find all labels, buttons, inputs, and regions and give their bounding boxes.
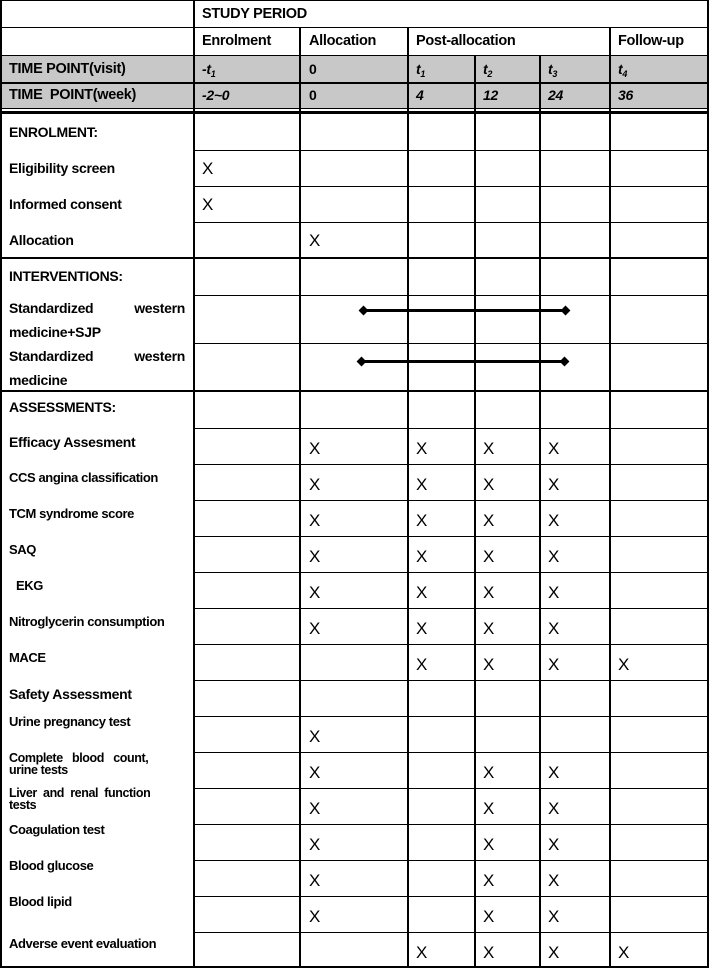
section-title-enrolment: ENROLMENT: — [9, 124, 98, 140]
mark-x: X — [548, 871, 560, 890]
duration-line — [362, 360, 564, 363]
divider-week-row — [0, 82, 709, 84]
phase-enrolment: Enrolment — [202, 33, 272, 49]
mark-x: X — [618, 655, 630, 674]
mark-x: X — [483, 763, 495, 782]
mark-x: X — [483, 547, 495, 566]
visit-enrolment: $-t_1$ — [202, 61, 216, 79]
border-top — [0, 0, 709, 1]
mark-x: X — [483, 511, 495, 530]
row-label-ccs-angina: CCS angina classification — [9, 470, 158, 485]
col-divider-t1-t2 — [474, 55, 476, 968]
row-label-blood-lipid: Blood lipid — [9, 894, 72, 909]
time-point-week-label: TIME POINT(week) — [9, 87, 137, 103]
week-t3: 24 — [548, 87, 563, 103]
diamond-end-icon — [561, 306, 571, 316]
visit-t2: $t_2$ — [483, 61, 493, 79]
week-t2: 12 — [483, 87, 498, 103]
mark-x: X — [483, 439, 495, 458]
diamond-end-icon — [560, 357, 570, 367]
row-label-urine-pregnancy: Urine pregnancy test — [9, 714, 131, 729]
mark-x: X — [309, 475, 321, 494]
week-t4: 36 — [618, 87, 633, 103]
mark-x: X — [309, 619, 321, 638]
col-divider-t2-t3 — [539, 55, 541, 968]
week-enrolment: -2~0 — [202, 87, 230, 103]
mark-x: X — [548, 475, 560, 494]
section-divider-enrolment-interventions — [0, 257, 709, 259]
row-divider — [194, 150, 709, 151]
section-title-assessments: ASSESSMENTS: — [9, 399, 116, 415]
mark-x: X — [548, 907, 560, 926]
row-label-safety-assessment: Safety Assessment — [9, 686, 132, 702]
phase-allocation: Allocation — [309, 33, 377, 49]
label-line1: Complete blood count, — [9, 751, 149, 765]
mark-x: X — [618, 943, 630, 962]
divider-visit-row — [0, 55, 709, 56]
row-divider — [194, 343, 709, 344]
mark-x: X — [309, 439, 321, 458]
label-line2: medicine — [9, 372, 68, 388]
mark-x: X — [416, 583, 428, 602]
row-label-eligibility-screen: Eligibility screen — [9, 160, 115, 176]
mark-x: X — [309, 835, 321, 854]
label-line1: Liver and renal function — [9, 786, 151, 800]
row-divider — [194, 464, 709, 465]
phase-follow-up: Follow-up — [618, 33, 684, 49]
row-label-nitroglycerin: Nitroglycerin consumption — [9, 614, 165, 629]
mark-x: X — [309, 511, 321, 530]
mark-x: X — [416, 439, 428, 458]
label-line2: urine tests — [9, 763, 68, 777]
mark-x: X — [416, 655, 428, 674]
diamond-start-icon — [359, 306, 369, 316]
label-line2: medicine+SJP — [9, 324, 101, 340]
row-divider — [194, 752, 709, 753]
mark-x: X — [483, 835, 495, 854]
mark-x: X — [483, 907, 495, 926]
mark-x: X — [309, 871, 321, 890]
row-label-saq: SAQ — [9, 542, 36, 557]
mark-x: X — [483, 475, 495, 494]
mark-x: X — [483, 655, 495, 674]
row-divider — [194, 572, 709, 573]
mark-x: X — [548, 439, 560, 458]
visit-t1: $t_1$ — [416, 61, 426, 79]
row-divider — [194, 716, 709, 717]
row-label-adverse-event: Adverse event evaluation — [9, 936, 157, 951]
divider-header-end-thick — [0, 111, 709, 114]
study-period-heading: STUDY PERIOD — [202, 6, 307, 22]
week-allocation: 0 — [309, 87, 317, 103]
mark-x: X — [548, 511, 560, 530]
label-line2: tests — [9, 798, 37, 812]
visit-t3: $t_3$ — [548, 61, 558, 79]
mark-x: X — [548, 619, 560, 638]
col-divider-post-followup — [609, 27, 611, 968]
mark-x: X — [483, 799, 495, 818]
mark-x: X — [548, 943, 560, 962]
mark-x: X — [548, 547, 560, 566]
mark-x: X — [416, 943, 428, 962]
row-divider — [194, 295, 709, 296]
row-label-complete-blood-count — [9, 752, 185, 780]
row-divider — [194, 788, 709, 789]
mark-x: X — [548, 799, 560, 818]
mark-x: X — [548, 835, 560, 854]
row-label-coagulation: Coagulation test — [9, 822, 105, 837]
label-word: western — [134, 348, 185, 364]
row-label-informed-consent: Informed consent — [9, 196, 122, 212]
row-label-ekg: EKG — [16, 578, 43, 593]
intervention-label-sjp — [9, 300, 185, 344]
divider-phase-row — [0, 27, 709, 28]
row-divider — [194, 500, 709, 501]
row-divider — [194, 608, 709, 609]
mark-x: X — [416, 475, 428, 494]
mark-x: X — [548, 655, 560, 674]
row-divider — [194, 536, 709, 537]
row-label-liver-renal — [9, 787, 185, 815]
row-divider — [194, 186, 709, 187]
mark-x: X — [309, 231, 321, 250]
row-divider — [194, 860, 709, 861]
label-word: Standardized — [9, 300, 94, 316]
visit-t4: $t_4$ — [618, 61, 628, 79]
mark-x: X — [416, 619, 428, 638]
mark-x: X — [202, 159, 214, 178]
mark-x: X — [483, 583, 495, 602]
week-t1: 4 — [416, 87, 424, 103]
mark-x: X — [309, 583, 321, 602]
row-label-allocation: Allocation — [9, 232, 74, 248]
mark-x: X — [309, 763, 321, 782]
mark-x: X — [309, 907, 321, 926]
border-left — [0, 0, 2, 968]
row-divider — [194, 932, 709, 933]
row-label-blood-glucose: Blood glucose — [9, 858, 94, 873]
mark-x: X — [416, 511, 428, 530]
label-column-divider — [193, 0, 195, 968]
row-label-mace: MACE — [9, 650, 46, 665]
row-divider — [194, 896, 709, 897]
row-divider — [194, 428, 709, 429]
mark-x: X — [483, 619, 495, 638]
mark-x: X — [202, 195, 214, 214]
col-divider-allocation-post — [407, 27, 409, 968]
divider-header-end-thin — [0, 108, 709, 109]
section-title-interventions: INTERVENTIONS: — [9, 268, 123, 284]
visit-allocation: 0 — [309, 61, 317, 77]
phase-post-allocation: Post-allocation — [416, 33, 516, 49]
intervention-label-western — [9, 348, 185, 392]
mark-x: X — [309, 547, 321, 566]
mark-x: X — [483, 943, 495, 962]
mark-x: X — [483, 871, 495, 890]
col-divider-enrolment-allocation — [299, 27, 301, 968]
row-divider — [194, 680, 709, 681]
row-divider — [194, 222, 709, 223]
label-word: Standardized — [9, 348, 94, 364]
mark-x: X — [309, 727, 321, 746]
mark-x: X — [309, 799, 321, 818]
mark-x: X — [548, 763, 560, 782]
duration-line — [364, 309, 566, 312]
row-label-tcm-syndrome: TCM syndrome score — [9, 506, 135, 521]
row-divider — [194, 644, 709, 645]
label-word: western — [134, 300, 185, 316]
mark-x: X — [416, 547, 428, 566]
row-divider — [194, 824, 709, 825]
row-label-efficacy-assessment: Efficacy Assesment — [9, 434, 136, 450]
diamond-start-icon — [357, 357, 367, 367]
time-point-visit-label: TIME POINT(visit) — [9, 61, 126, 77]
mark-x: X — [548, 583, 560, 602]
